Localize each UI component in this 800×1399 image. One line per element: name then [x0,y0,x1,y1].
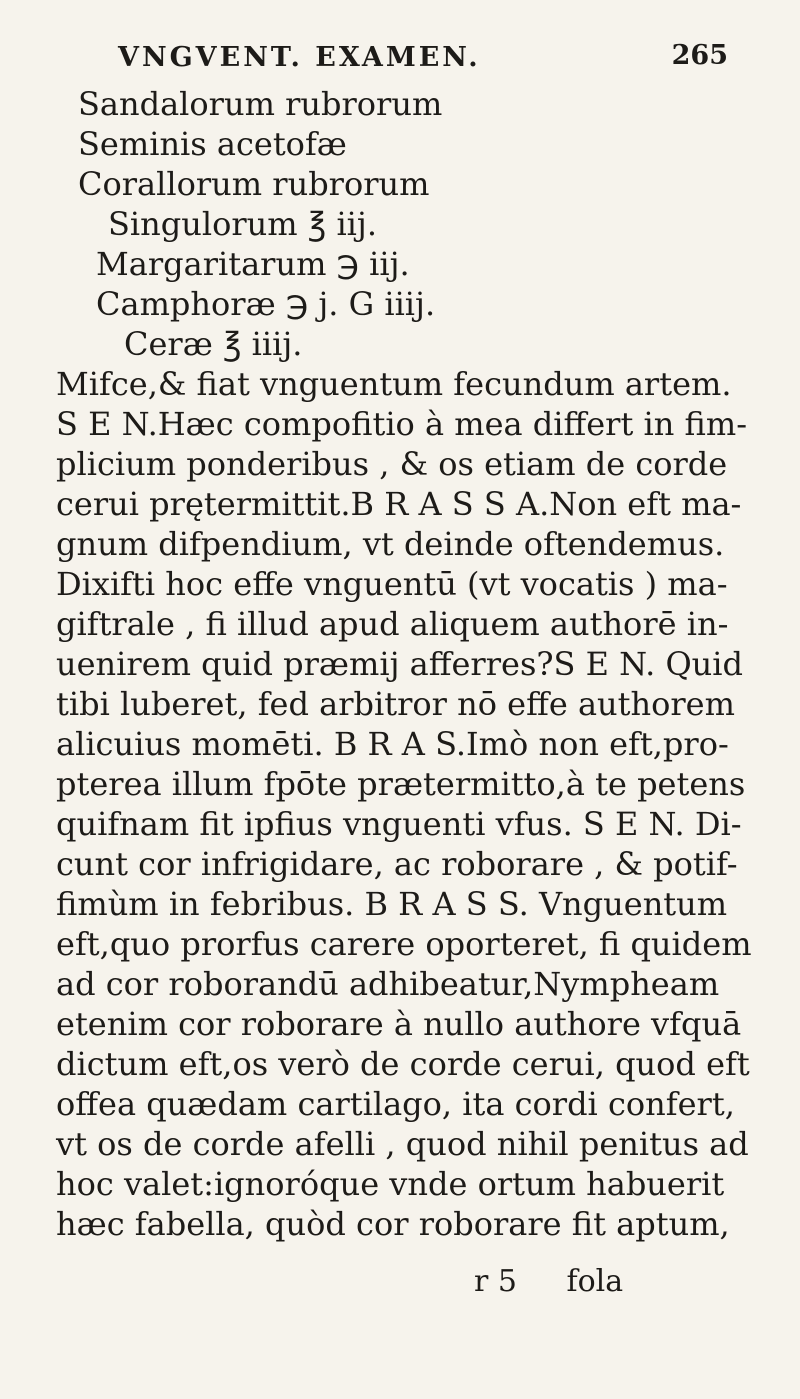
body-text [56,84,756,1244]
text-line: dictum eft,os verò de corde cerui, quod eft [56,1045,750,1083]
recipe-line: Margaritarum ℈ iij. [96,245,410,283]
text-line: cunt cor infrigidare, ac roborare , & potif- [56,845,738,883]
recipe-line: Ceræ ℥ iiij. [124,325,303,363]
text-line: hæc fabella, quòd cor roborare fit aptum, [56,1205,730,1243]
text-line: ad cor roborandū adhibeatur,Nympheam [56,965,720,1003]
text-line: S E N.Hæc compofitio à mea differt in fim- [56,405,747,443]
text-line: plicium ponderibus , & os etiam de corde [56,445,728,483]
text-line: vt os de corde afelli , quod nihil penitus ad [56,1125,749,1163]
text-line: giftrale , fi illud apud aliquem authorē in- [56,605,729,643]
text-line: cerui prętermittit.B R A S S A.Non eft ma- [56,485,742,523]
page-header [118,42,728,76]
page-footer [474,1264,623,1299]
text-line: pterea illum fpōte prætermitto,à te petens [56,765,746,803]
text-line: Dixifti hoc effe vnguentū (vt vocatis ) ma- [56,565,728,603]
text-line: Mifce,& fiat vnguentum fecundum artem. [56,365,732,403]
text-line: etenim cor roborare à nullo authore vfquā [56,1005,742,1043]
signature-mark: r 5 [474,1264,517,1299]
text-line: gnum difpendium, vt deinde oftendemus. [56,525,725,563]
text-line: tibi luberet, fed arbitror nō effe authorem [56,685,735,723]
page-number: 265 [671,40,728,71]
recipe-line: Singulorum ℥ iij. [108,205,377,243]
text-line: alicuius momēti. B R A S.Imò non eft,pro- [56,725,729,763]
running-head: VNGVENT. EXAMEN. [118,42,481,73]
text-line: uenirem quid præmij afferres?S E N. Quid [56,645,743,683]
text-line: quifnam fit ipfius vnguenti vfus. S E N. Di- [56,805,742,843]
recipe-line: Sandalorum rubrorum [78,85,443,123]
text-line: hoc valet:ignoróque vnde ortum habuerit [56,1165,725,1203]
recipe-line: Seminis acetofæ [78,125,347,163]
text-line: eft,quo prorfus carere oporteret, fi quidem [56,925,752,963]
catchword: fola [566,1264,624,1299]
text-line: fimùm in febribus. B R A S S. Vnguentum [56,885,728,923]
recipe-line: Camphoræ ℈ j. G iiij. [96,285,436,323]
text-line: offea quædam cartilago, ita cordi confert, [56,1085,735,1123]
recipe-line: Corallorum rubrorum [78,165,430,203]
